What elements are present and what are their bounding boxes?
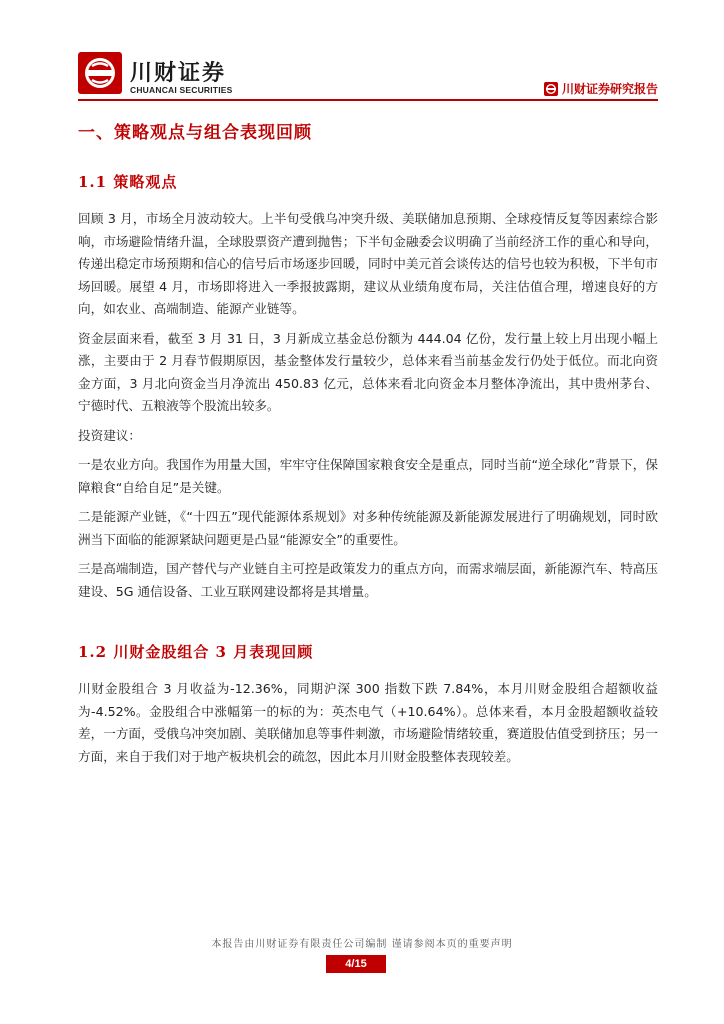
page-header	[78, 50, 658, 100]
paragraph: 一是农业方向。我国作为用量大国，牢牢守住保障国家粮食安全是重点，同时当前“逆全球化”背景下，保障粮食“自给自足”是关键。	[78, 457, 658, 495]
subsection-title-strategy: 1.1 策略观点	[78, 173, 178, 191]
header-divider	[78, 99, 658, 101]
section-title: 一、策略观点与组合表现回顾	[78, 123, 312, 143]
paragraph: 投资建议：	[78, 427, 141, 443]
company-name-cn: 川财证券	[130, 61, 227, 86]
paragraph: 回顾 3 月，市场全月波动较大。上半旬受俄乌冲突升级、美联储加息预期、全球疫情反复等因素综合影响，市场避险情绪升温，全球股票资产遭到抛售；下半旬金融委会议明确了当前经济工作的重心和导向，传递出稳定市场预期和信心的信号后市场逐步回暖，同时中美元首会谈传达的信号也较为积极，下半旬市场回暖。展望 4 月，市场即将进入一季报披露期，建议从业绩角度布局，关注估值合理，增速良好的方向，如农业、高端制造、能源产业链等。	[78, 211, 658, 316]
paragraph: 二是能源产业链，《“十四五”现代能源体系规划》对多种传统能源及新能源发展进行了明确规划，同时欧洲当下面临的能源紧缺问题更是凸显“能源安全”的重要性。	[78, 509, 658, 547]
paragraph: 资金层面来看，截至 3 月 31 日，3 月新成立基金总份额为 444.04 亿份，发行量上较上月出现小幅上涨，主要由于 2 月春节假期原因，基金整体发行量较少，总体来看当前基金发行仍处于低位。而北向资金方面，3 月北向资金当月净流出 450.83 亿元，总体来看北向资金本月整体净流出，其中贵州茅台、宁德时代、五粮液等个股流出较多。	[78, 330, 658, 413]
subsection-title-portfolio: 1.2 川财金股组合 3 月表现回顾	[78, 643, 314, 661]
footer-disclaimer: 本报告由川财证券有限责任公司编制 谨请参阅本页的重要声明	[211, 939, 513, 950]
page-number: 4/15	[326, 955, 386, 973]
report-logo-icon	[544, 82, 558, 96]
report-tag	[544, 80, 658, 97]
paragraph: 川财金股组合 3 月收益为-12.36%，同期沪深 300 指数下跌 7.84%，本月川财金股组合超额收益为-4.52%。金股组合中涨幅第一的标的为：英杰电气（+10.64%）。总体来看，本月金股超额收益较差，一方面，受俄乌冲突加剧、美联储加息等事件刺激，市场避险情绪较重，赛道股估值受到挤压；另一方面，来自于我们对于地产板块机会的疏忽，因此本月川财金股整体表现较差。	[78, 681, 658, 764]
report-tag-label: 川财证券研究报告	[561, 82, 658, 96]
main-content	[78, 118, 658, 768]
company-name-en: CHUANCAI SECURITIES	[130, 85, 233, 95]
paragraph: 三是高端制造，国产替代与产业链自主可控是政策发力的重点方向，而需求端层面，新能源汽车、特高压建设、5G 通信设备、工业互联网建设都将是其增量。	[78, 561, 658, 599]
company-logo-icon	[78, 52, 122, 94]
